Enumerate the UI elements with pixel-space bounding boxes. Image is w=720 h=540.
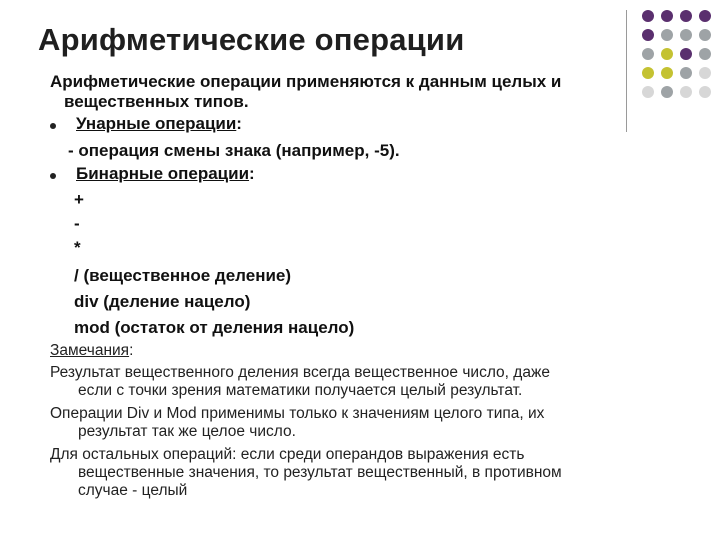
- bullet-unary: [50, 123, 56, 129]
- remark-2-line-2: результат так же целое число.: [78, 423, 296, 440]
- bullet-binary: [50, 173, 56, 179]
- unary-colon: :: [236, 114, 242, 133]
- remarks-label: Замечания: [50, 342, 130, 359]
- op-mod: mod (остаток от деления нацело): [74, 318, 355, 337]
- remark-3-line-3: случае - целый: [78, 482, 188, 499]
- remark-1-line-1: Результат вещественного деления всегда вещественное число, даже: [50, 364, 550, 381]
- binary-colon: :: [249, 164, 255, 183]
- unary-label: Унарные операции: [76, 114, 237, 133]
- remark-3-line-1: Для остальных операций: если среди операндов выражения есть: [50, 446, 525, 463]
- remarks-colon: :: [129, 342, 134, 359]
- binary-heading: [76, 164, 255, 184]
- intro-line-1: Арифметические операции применяются к данным целых и: [50, 72, 562, 91]
- op-divide: / (вещественное деление): [74, 266, 292, 285]
- intro-line-2: вещественных типов.: [64, 92, 249, 111]
- remark-2-line-1: Операции Div и Mod применимы только к значениям целого типа, их: [50, 405, 545, 422]
- op-div: div (деление нацело): [74, 292, 251, 311]
- op-plus: +: [74, 190, 84, 209]
- remark-1-line-2: если с точки зрения математики получается целый результат.: [78, 382, 523, 399]
- binary-label: Бинарные операции: [76, 164, 250, 183]
- unary-item: - операция смены знака (например, -5).: [68, 141, 400, 160]
- remark-3-line-2: вещественные значения, то результат вещественный, в противном: [78, 464, 562, 481]
- slide-title: Арифметические операции: [38, 22, 465, 57]
- remarks-heading: [50, 342, 133, 360]
- unary-heading: [76, 114, 242, 134]
- op-multiply: *: [74, 238, 81, 257]
- op-minus: -: [74, 214, 80, 233]
